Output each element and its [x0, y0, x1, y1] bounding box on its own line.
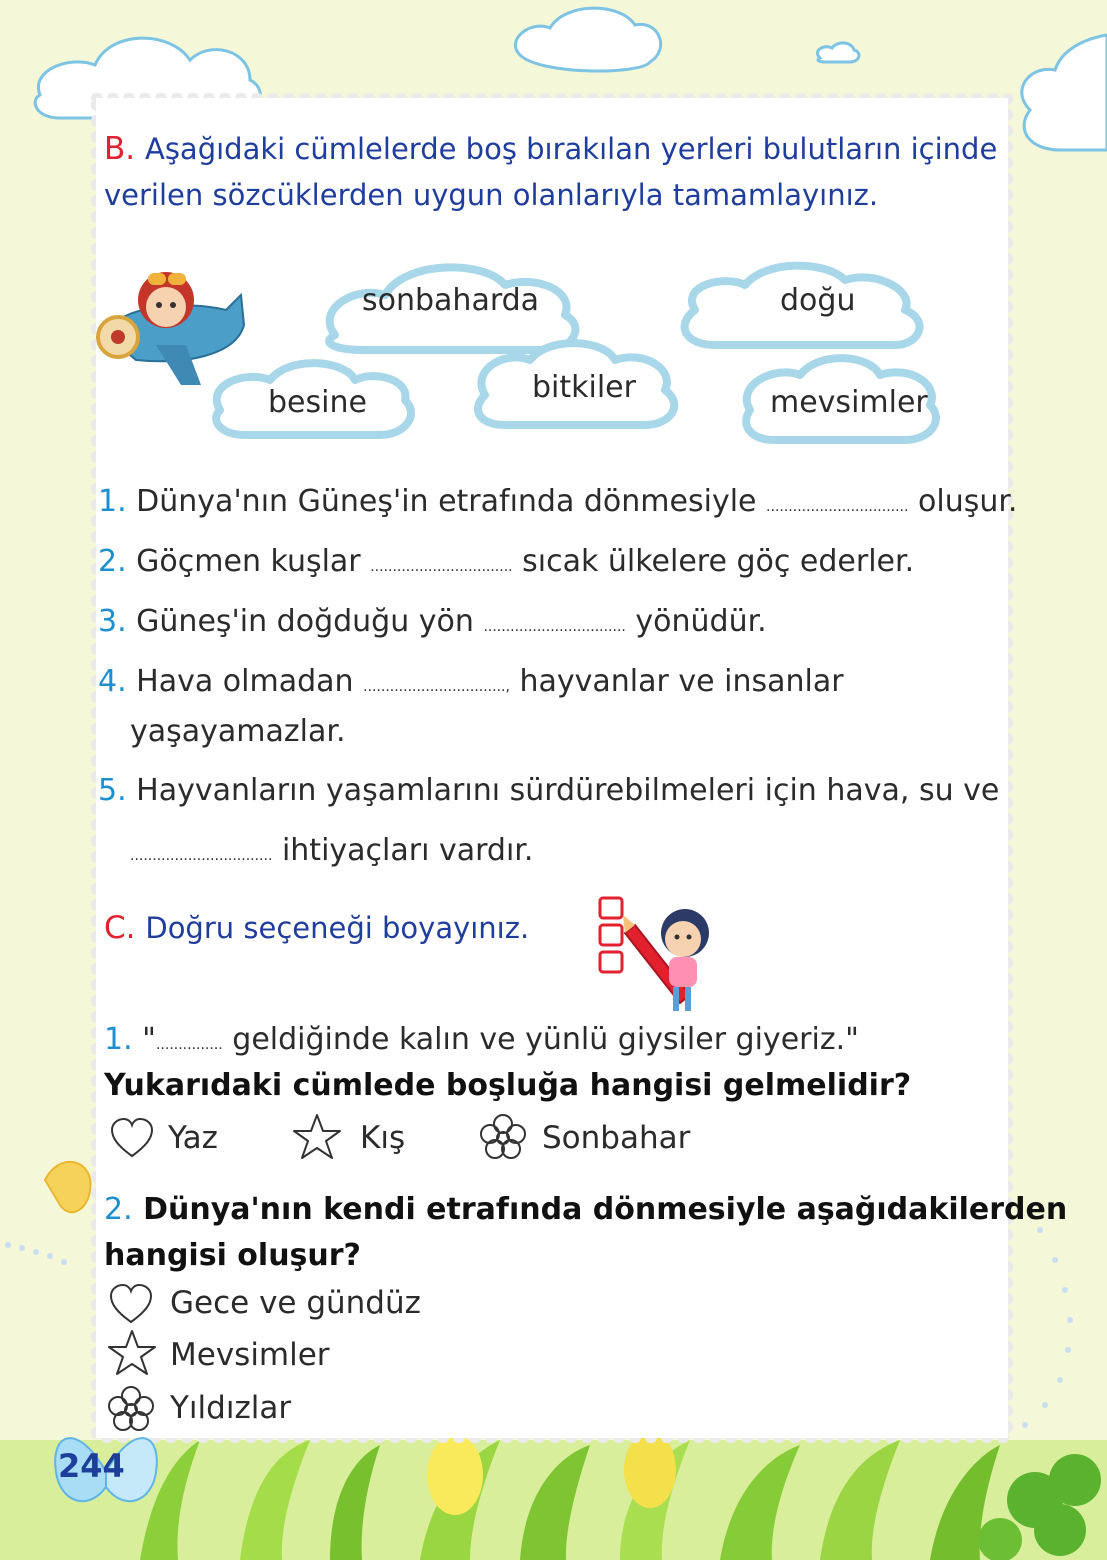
answer-blank: ............... — [155, 1037, 223, 1053]
sky-cloud-right — [1022, 35, 1107, 150]
page-number: 244 — [58, 1447, 125, 1485]
question-text: geldiğinde kalın ve yünlü giysiler giyeriz." — [232, 1022, 859, 1057]
option-kis[interactable]: Kış — [360, 1120, 406, 1156]
section-c-letter: C. — [104, 910, 136, 946]
section-c-text: Doğru seçeneği boyayınız. — [145, 911, 530, 945]
question-text-end: ihtiyaçları vardır. — [281, 833, 534, 868]
choice-question-1-prompt: Yukarıdaki cümlede boşluğa hangisi gelmelidir? — [104, 1068, 912, 1103]
cloud-word-mevsimler: mevsimler — [770, 385, 928, 420]
choice-question-2 — [104, 1192, 1067, 1227]
question-text: Hayvanların yaşamlarını sürdürebilmeleri için hava, su ve — [136, 773, 1000, 808]
option-gece-ve-gunduz[interactable]: Gece ve gündüz — [170, 1285, 421, 1321]
fill-question-1 — [98, 484, 1017, 519]
answer-blank[interactable]: ................................, — [363, 679, 510, 695]
star-icon[interactable] — [290, 1112, 344, 1162]
heart-icon[interactable] — [108, 1114, 156, 1162]
question-text-end: sıcak ülkelere göç ederler. — [522, 544, 915, 579]
girl-pencil-illustration — [595, 895, 720, 1020]
question-number: 1. — [104, 1022, 133, 1057]
butterfly-wing — [45, 1162, 90, 1212]
question-number: 2. — [98, 544, 127, 579]
flower-icon[interactable] — [476, 1112, 530, 1162]
sky-cloud-center — [515, 8, 660, 71]
section-b-letter: B. — [104, 131, 136, 167]
option-mevsimler[interactable]: Mevsimler — [170, 1337, 330, 1373]
fill-question-5-line2 — [130, 833, 533, 868]
question-text: Hava olmadan — [136, 664, 354, 699]
option-yildizlar[interactable]: Yıldızlar — [170, 1390, 292, 1426]
star-icon[interactable] — [104, 1328, 160, 1378]
answer-blank[interactable]: ................................ — [483, 619, 626, 635]
choice-question-1 — [104, 1022, 859, 1057]
answer-blank[interactable]: ................................ — [370, 559, 513, 575]
fill-question-4-continuation: yaşayamazlar. — [130, 714, 346, 749]
choice-question-2-line2: hangisi oluşur? — [104, 1238, 361, 1273]
section-b-line2: verilen sözcüklerden uygun olanlarıyla tamamlayınız. — [104, 178, 879, 212]
fill-question-5 — [98, 773, 999, 808]
answer-blank[interactable]: ................................ — [130, 848, 273, 864]
question-number: 4. — [98, 664, 127, 699]
question-text-end: oluşur. — [918, 484, 1018, 519]
question-number: 1. — [98, 484, 127, 519]
option-yaz[interactable]: Yaz — [168, 1120, 218, 1156]
fill-question-3 — [98, 604, 767, 639]
cloud-word-sonbaharda: sonbaharda — [362, 283, 540, 318]
section-b-line1: Aşağıdaki cümlelerde boş bırakılan yerleri bulutların içinde — [144, 132, 998, 166]
question-text: Dünya'nın Güneş'in etrafında dönmesiyle — [136, 484, 757, 519]
question-text-end: hayvanlar ve insanlar — [519, 664, 844, 699]
option-sonbahar[interactable]: Sonbahar — [542, 1120, 691, 1156]
cloud-word-dogu: doğu — [780, 283, 856, 318]
question-number: 5. — [98, 773, 127, 808]
section-c-instruction — [104, 905, 529, 951]
question-text: Göçmen kuşlar — [136, 544, 361, 579]
fill-question-2 — [98, 544, 914, 579]
question-number: 3. — [98, 604, 127, 639]
question-text: Dünya'nın kendi etrafında dönmesiyle aşağıdakilerden — [143, 1192, 1068, 1227]
cloud-word-bitkiler: bitkiler — [532, 370, 636, 405]
fill-question-4 — [98, 664, 844, 699]
grass-field — [0, 1432, 1107, 1560]
sky-cloud-small — [817, 43, 858, 62]
section-b-instruction — [104, 126, 1004, 218]
quote-open: " — [142, 1022, 156, 1057]
heart-icon[interactable] — [106, 1280, 156, 1328]
answer-blank[interactable]: ................................ — [766, 499, 909, 515]
question-text-end: yönüdür. — [635, 604, 767, 639]
question-text: Güneş'in doğduğu yön — [136, 604, 474, 639]
cloud-word-besine: besine — [268, 385, 367, 420]
question-number: 2. — [104, 1192, 133, 1227]
